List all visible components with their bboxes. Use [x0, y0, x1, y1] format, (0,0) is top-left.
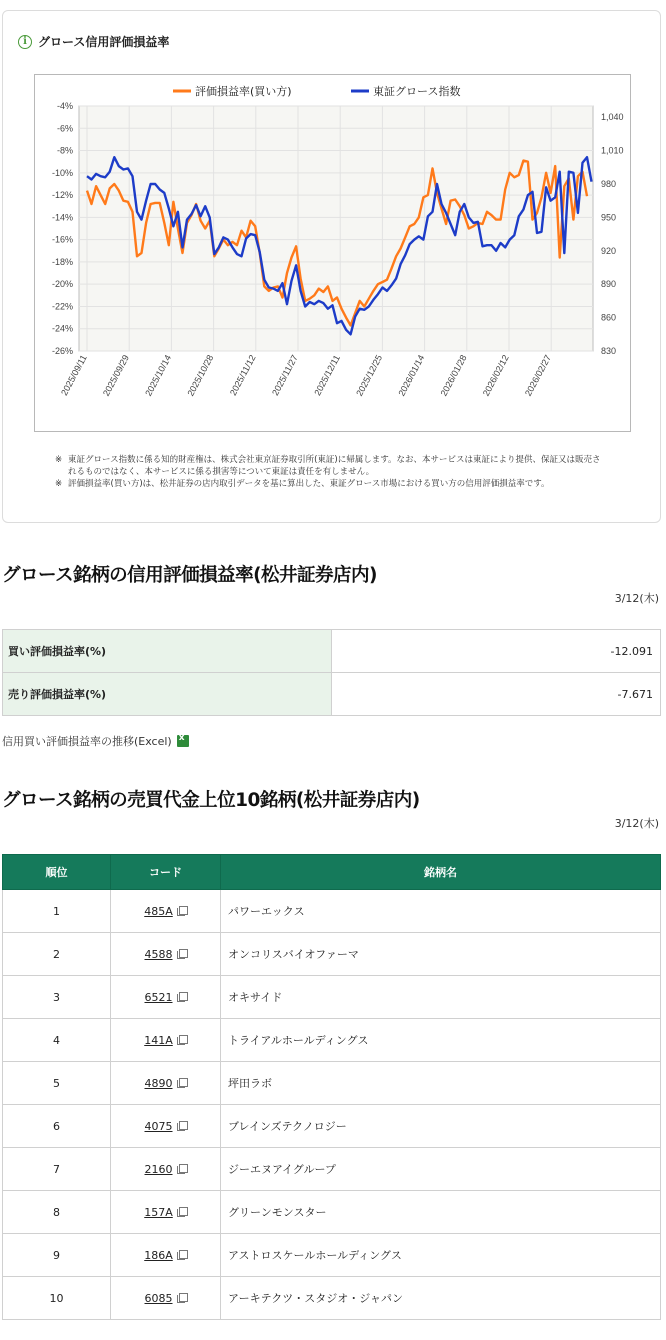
right-tick-label: 920 — [601, 245, 617, 256]
left-tick-label: -26% — [51, 346, 73, 356]
stock-name-cell: オキサイド — [221, 976, 661, 1019]
x-tick-label: 2026/02/27 — [522, 353, 553, 398]
excel-link-label[interactable]: 信用買い評価損益率の推移(Excel) — [2, 735, 172, 748]
table-row — [3, 1234, 661, 1277]
stock-name-cell: アストロスケールホールディングス — [221, 1234, 661, 1277]
stock-name-cell: 坪田ラボ — [221, 1062, 661, 1105]
table-row — [3, 673, 661, 716]
table-row — [3, 1191, 661, 1234]
code-cell — [111, 1019, 221, 1062]
x-tick-label: 2026/01/14 — [396, 353, 427, 398]
left-tick-label: -22% — [51, 301, 73, 312]
header-rank: 順位 — [3, 855, 111, 890]
table-row — [3, 976, 661, 1019]
code-link[interactable]: 157A — [144, 1205, 173, 1219]
note-text: 評価損益率(買い方)は、松井証券の店内取引データを基に算出した、東証グロース市場における買い方の信用評価損益率です。 — [68, 479, 550, 489]
x-tick-label: 2025/11/27 — [270, 353, 300, 398]
x-tick-label: 2025/11/12 — [227, 353, 258, 398]
note-definition — [55, 478, 608, 490]
right-tick-label: 1,010 — [601, 145, 624, 156]
code-link[interactable]: 141A — [144, 1033, 173, 1047]
sell-pl-value: -7.671 — [332, 673, 661, 716]
code-cell — [111, 1234, 221, 1277]
buy-pl-label: 買い評価損益率(%) — [3, 630, 332, 673]
left-tick-label: -4% — [56, 101, 73, 111]
copy-icon[interactable] — [177, 1078, 187, 1088]
x-tick-label: 2026/02/12 — [480, 353, 511, 398]
rank-cell: 10 — [3, 1277, 111, 1320]
note-mark: ※ — [55, 479, 63, 489]
code-link[interactable]: 4588 — [144, 947, 173, 961]
right-tick-label: 1,040 — [601, 112, 624, 123]
rank-cell: 5 — [3, 1062, 111, 1105]
left-tick-label: -18% — [51, 256, 73, 267]
table-row — [3, 1062, 661, 1105]
ranking-date: 3/12(木) — [614, 817, 659, 830]
stock-name-cell: ジーエヌアイグループ — [221, 1148, 661, 1191]
rank-cell: 6 — [3, 1105, 111, 1148]
copy-icon[interactable] — [177, 906, 187, 916]
rank-cell: 1 — [3, 890, 111, 933]
excel-icon[interactable] — [177, 735, 189, 747]
panel-header — [18, 33, 169, 50]
copy-icon[interactable] — [177, 949, 187, 959]
header-name: 銘柄名 — [221, 855, 661, 890]
excel-download-link[interactable] — [2, 733, 189, 749]
stock-name-cell: オンコリスバイオファーマ — [221, 933, 661, 976]
table-row — [3, 1148, 661, 1191]
right-tick-label: 950 — [601, 212, 617, 223]
code-cell — [111, 1148, 221, 1191]
left-tick-label: -8% — [56, 145, 73, 156]
table-row — [3, 890, 661, 933]
legend-label: 評価損益率(買い方) — [195, 85, 292, 98]
stock-name-cell: ブレインズテクノロジー — [221, 1105, 661, 1148]
x-tick-label: 2025/10/14 — [143, 353, 174, 398]
buy-pl-value: -12.091 — [332, 630, 661, 673]
code-link[interactable]: 4890 — [144, 1076, 173, 1090]
margin-pl-title: グロース銘柄の信用評価損益率(松井証券店内) — [2, 565, 377, 586]
code-link[interactable]: 186A — [144, 1248, 173, 1262]
table-row — [3, 1105, 661, 1148]
right-tick-label: 890 — [601, 279, 617, 290]
code-cell — [111, 1191, 221, 1234]
rank-cell: 7 — [3, 1148, 111, 1191]
table-header-row — [3, 855, 661, 890]
stock-name-cell: グリーンモンスター — [221, 1191, 661, 1234]
left-tick-label: -20% — [51, 279, 73, 290]
note-copyright — [55, 454, 608, 478]
copy-icon[interactable] — [177, 992, 187, 1002]
copy-icon[interactable] — [177, 1207, 187, 1217]
chart-panel — [2, 10, 661, 523]
x-tick-label: 2025/12/25 — [354, 353, 385, 398]
left-tick-label: -14% — [51, 212, 73, 223]
ranking-title: グロース銘柄の売買代金上位10銘柄(松井証券店内) — [2, 790, 420, 811]
left-tick-label: -24% — [51, 323, 73, 334]
left-tick-label: -10% — [51, 167, 73, 178]
margin-pl-date: 3/12(木) — [614, 592, 659, 605]
table-row — [3, 1019, 661, 1062]
code-link[interactable]: 6521 — [144, 990, 173, 1004]
rank-cell: 2 — [3, 933, 111, 976]
note-mark: ※ — [55, 455, 63, 465]
stock-name-cell: パワーエックス — [221, 890, 661, 933]
margin-chart — [35, 75, 632, 433]
chart-box — [34, 74, 631, 432]
code-cell — [111, 976, 221, 1019]
right-tick-label: 860 — [601, 312, 617, 323]
header-code: コード — [111, 855, 221, 890]
code-link[interactable]: 6085 — [144, 1291, 173, 1305]
code-link[interactable]: 485A — [144, 904, 173, 918]
rank-cell: 9 — [3, 1234, 111, 1277]
stock-name-cell: トライアルホールディングス — [221, 1019, 661, 1062]
rank-cell: 8 — [3, 1191, 111, 1234]
stock-name-cell: アーキテクツ・スタジオ・ジャパン — [221, 1277, 661, 1320]
copy-icon[interactable] — [177, 1164, 187, 1174]
sell-pl-label: 売り評価損益率(%) — [3, 673, 332, 716]
left-tick-label: -12% — [51, 190, 73, 201]
notes — [55, 454, 608, 490]
copy-icon[interactable] — [177, 1293, 187, 1303]
x-tick-label: 2025/09/11 — [59, 353, 89, 398]
right-tick-label: 830 — [601, 346, 617, 356]
code-link[interactable]: 2160 — [144, 1162, 173, 1176]
x-tick-label: 2026/01/28 — [438, 353, 469, 398]
panel-title: グロース信用評価損益率 — [38, 35, 170, 49]
table-row — [3, 933, 661, 976]
copy-icon[interactable] — [177, 1121, 187, 1131]
code-cell — [111, 1062, 221, 1105]
rank-cell: 4 — [3, 1019, 111, 1062]
copy-icon[interactable] — [177, 1035, 187, 1045]
table-row — [3, 630, 661, 673]
right-tick-label: 980 — [601, 178, 617, 189]
ranking-table — [2, 854, 661, 1320]
legend-label: 東証グロース指数 — [373, 85, 461, 98]
code-cell — [111, 890, 221, 933]
table-row — [3, 1277, 661, 1320]
margin-pl-table — [2, 629, 661, 716]
x-tick-label: 2025/09/29 — [100, 353, 131, 398]
rank-cell: 3 — [3, 976, 111, 1019]
x-tick-label: 2025/10/28 — [185, 353, 216, 398]
code-cell — [111, 933, 221, 976]
code-cell — [111, 1277, 221, 1320]
info-icon[interactable]: i — [18, 35, 32, 49]
left-tick-label: -16% — [51, 234, 73, 245]
copy-icon[interactable] — [177, 1250, 187, 1260]
note-text: 東証グロース指数に係る知的財産権は、株式会社東京証券取引所(東証)に帰属します。なお、本サービスは東証により提供、保証又は販売されるものではなく、本サービスに係る損害等について東証は責任を有しません。 — [68, 455, 601, 477]
left-tick-label: -6% — [56, 123, 73, 134]
code-cell — [111, 1105, 221, 1148]
code-link[interactable]: 4075 — [144, 1119, 173, 1133]
x-tick-label: 2025/12/11 — [312, 353, 342, 398]
